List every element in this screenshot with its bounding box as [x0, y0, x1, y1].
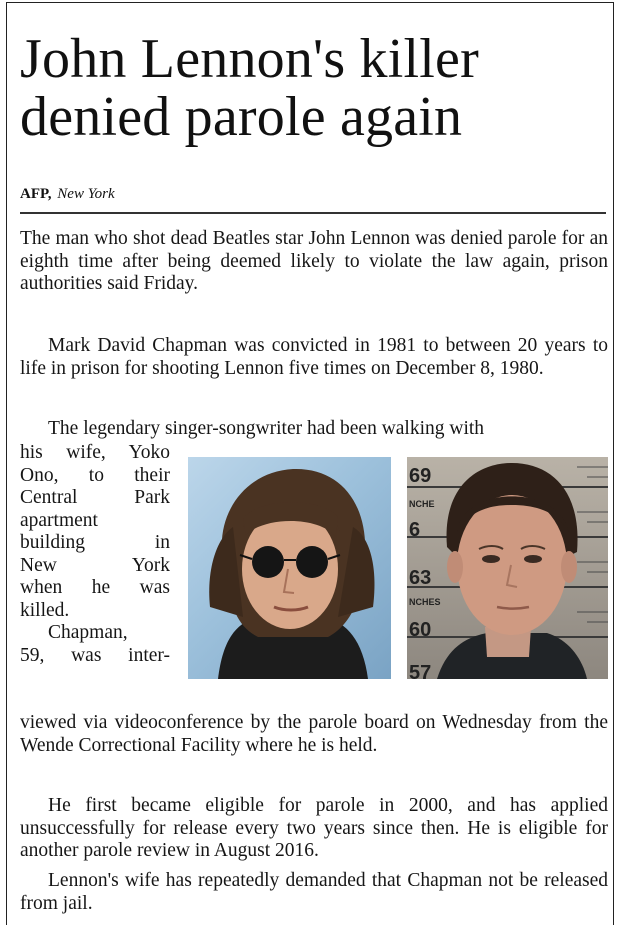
byline-rule: [20, 212, 606, 214]
lennon-photo: [188, 457, 391, 679]
byline-agency: AFP,: [20, 186, 52, 202]
wrapped-line: his wife, Yoko: [20, 442, 170, 463]
scale-number: 6: [409, 519, 421, 541]
scale-unit: NCHE: [409, 499, 435, 509]
paragraph-1: The man who shot dead Beatles star John Lennon was denied parole for an eighth time after being deemed likely to violate the law again, prison authorities said Friday.: [20, 228, 608, 294]
scale-number: 63: [409, 567, 432, 589]
column-left-border: [6, 2, 7, 925]
wrapped-text-column: [20, 442, 170, 667]
wrapped-line: Ono, to their: [20, 464, 170, 486]
scale-number: 57: [409, 662, 432, 679]
paragraph-4: viewed via videoconference by the parole board on Wednesday from the Wende Correctional Facility where he is held.: [20, 712, 608, 756]
headline: John Lennon's killer denied parole again: [20, 28, 479, 148]
byline-place: New York: [57, 186, 115, 202]
column-right-border: [613, 2, 614, 925]
wrapped-line: New York: [20, 554, 170, 576]
chapman-portrait-icon: [407, 457, 608, 679]
wrapped-line: apartment: [20, 509, 98, 531]
chapman-mugshot-photo: [407, 457, 608, 679]
page-top-border: [6, 2, 614, 3]
wrapped-line: building in: [20, 532, 170, 553]
paragraph-6: Lennon's wife has repeatedly demanded that Chapman not be released from jail.: [20, 870, 608, 914]
scale-number: 69: [409, 465, 432, 487]
wrapped-line: killed.: [20, 599, 70, 621]
wrapped-line: when he was: [20, 577, 170, 598]
paragraph-3-intro: The legendary singer-songwriter had been walking with: [48, 418, 485, 439]
scale-unit: NCHES: [409, 597, 441, 607]
paragraph-5: He first became eligible for parole in 2000, and has applied unsuccessfully for release every two years since then. He is eligible for another parole review in August 2016.: [20, 795, 608, 861]
paragraph-2: Mark David Chapman was convicted in 1981 to between 20 years to life in prison for shooting Lennon five times on December 8, 1980.: [20, 335, 608, 379]
scale-number: 60: [409, 619, 432, 641]
byline: [20, 186, 115, 203]
wrapped-line: Chapman,: [48, 622, 128, 643]
lennon-portrait-icon: [188, 457, 391, 679]
wrapped-line: Central Park: [20, 487, 170, 508]
wrapped-line: 59, was inter-: [20, 644, 170, 666]
